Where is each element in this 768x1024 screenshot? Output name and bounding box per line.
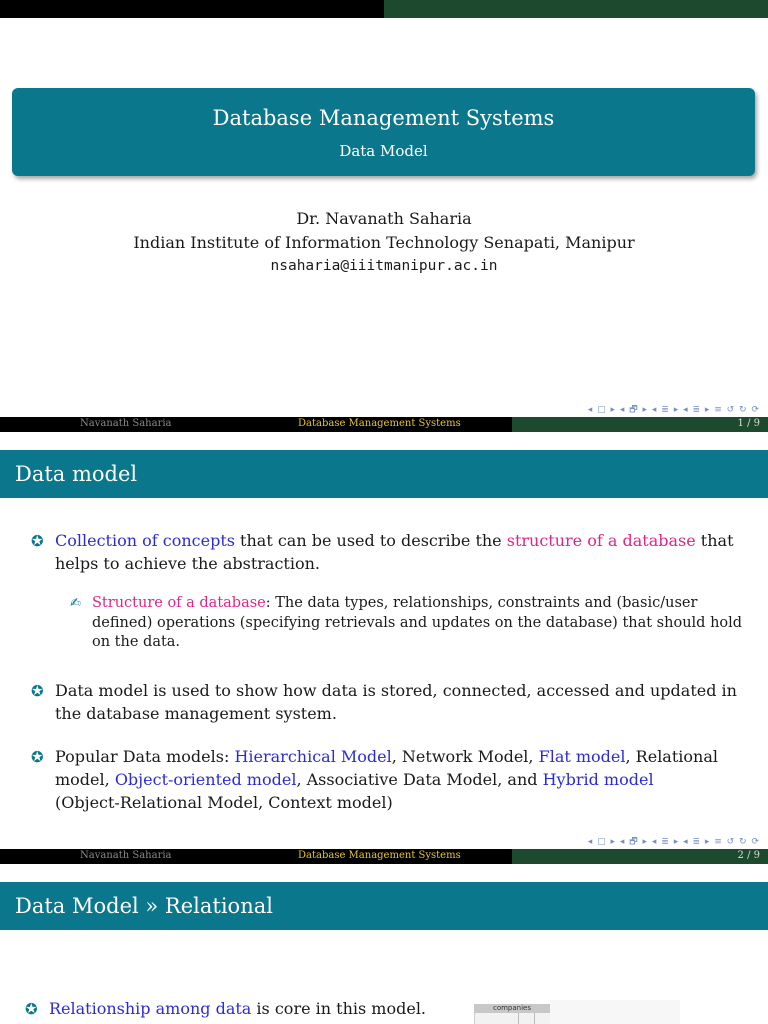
frame-title-text: Data model [15,462,138,486]
bullet-icon: ✪ [25,1000,38,1018]
bullet-icon: ✪ [31,532,44,550]
table-diagram-thumbnail [474,1004,550,1024]
beamer-navigation[interactable]: ◂ ▢ ▸ ◂ 🗗 ▸ ◂ ≣ ▸ ◂ ≣ ▸ ≡ ↺ ↻ ⟳ [587,837,760,847]
frame-title-text: Data Model » Relational [15,894,273,918]
institute-name: Indian Institute of Information Technology Senapati, Manipur [133,233,635,252]
frame-title [0,450,768,498]
pen-icon: ✍ [70,596,81,611]
bullet-popular-models: ✪ Popular Data models: Hierarchical Model, Network Model, Flat model, Relational model, Object-oriented model, Associative Data Model, and Hybrid model (Object-Relational Model, Context model) [31,747,718,812]
title-box [12,88,755,176]
footer-page: 2 / 9 [737,850,760,861]
bullet-data-model-usage: ✪ Data model is used to show how data is stored, connected, accessed and updated in the database management system. [31,681,737,723]
presentation-title: Database Management Systems [212,106,555,130]
diagram-placeholder [550,1000,680,1024]
footer-bar [0,417,768,432]
table-name: companies [474,1004,550,1013]
sub-bullet-structure: ✍ Structure of a database: The data types, relationships, constraints and (basic/user defined) operations (specifying retrievals and updates on the database) that should hold on the data. [70,595,743,650]
footer-title: Database Management Systems [298,850,461,861]
presentation-subtitle: Data Model [339,142,428,160]
bullet-icon: ✪ [31,748,44,766]
footer-author: Navanath Saharia [80,850,172,861]
top-strip [0,0,768,18]
bullet-relationship: ✪ Relationship among data is core in this model. [25,999,427,1018]
bullet-icon: ✪ [31,682,44,700]
bullet-collection-of-concepts: ✪ Collection of concepts that can be used to describe the structure of a database that helps to achieve the abstraction. [31,531,734,573]
beamer-navigation[interactable]: ◂ ▢ ▸ ◂ 🗗 ▸ ◂ ≣ ▸ ◂ ≣ ▸ ≡ ↺ ↻ ⟳ [587,405,760,415]
frame-title [0,882,768,930]
footer-title: Database Management Systems [298,418,461,429]
footer-bar [0,849,768,864]
footer-page: 1 / 9 [737,418,760,429]
author-email[interactable]: nsaharia@iiitmanipur.ac.in [270,258,498,274]
footer-author: Navanath Saharia [80,418,172,429]
author-name: Dr. Navanath Saharia [296,209,472,228]
